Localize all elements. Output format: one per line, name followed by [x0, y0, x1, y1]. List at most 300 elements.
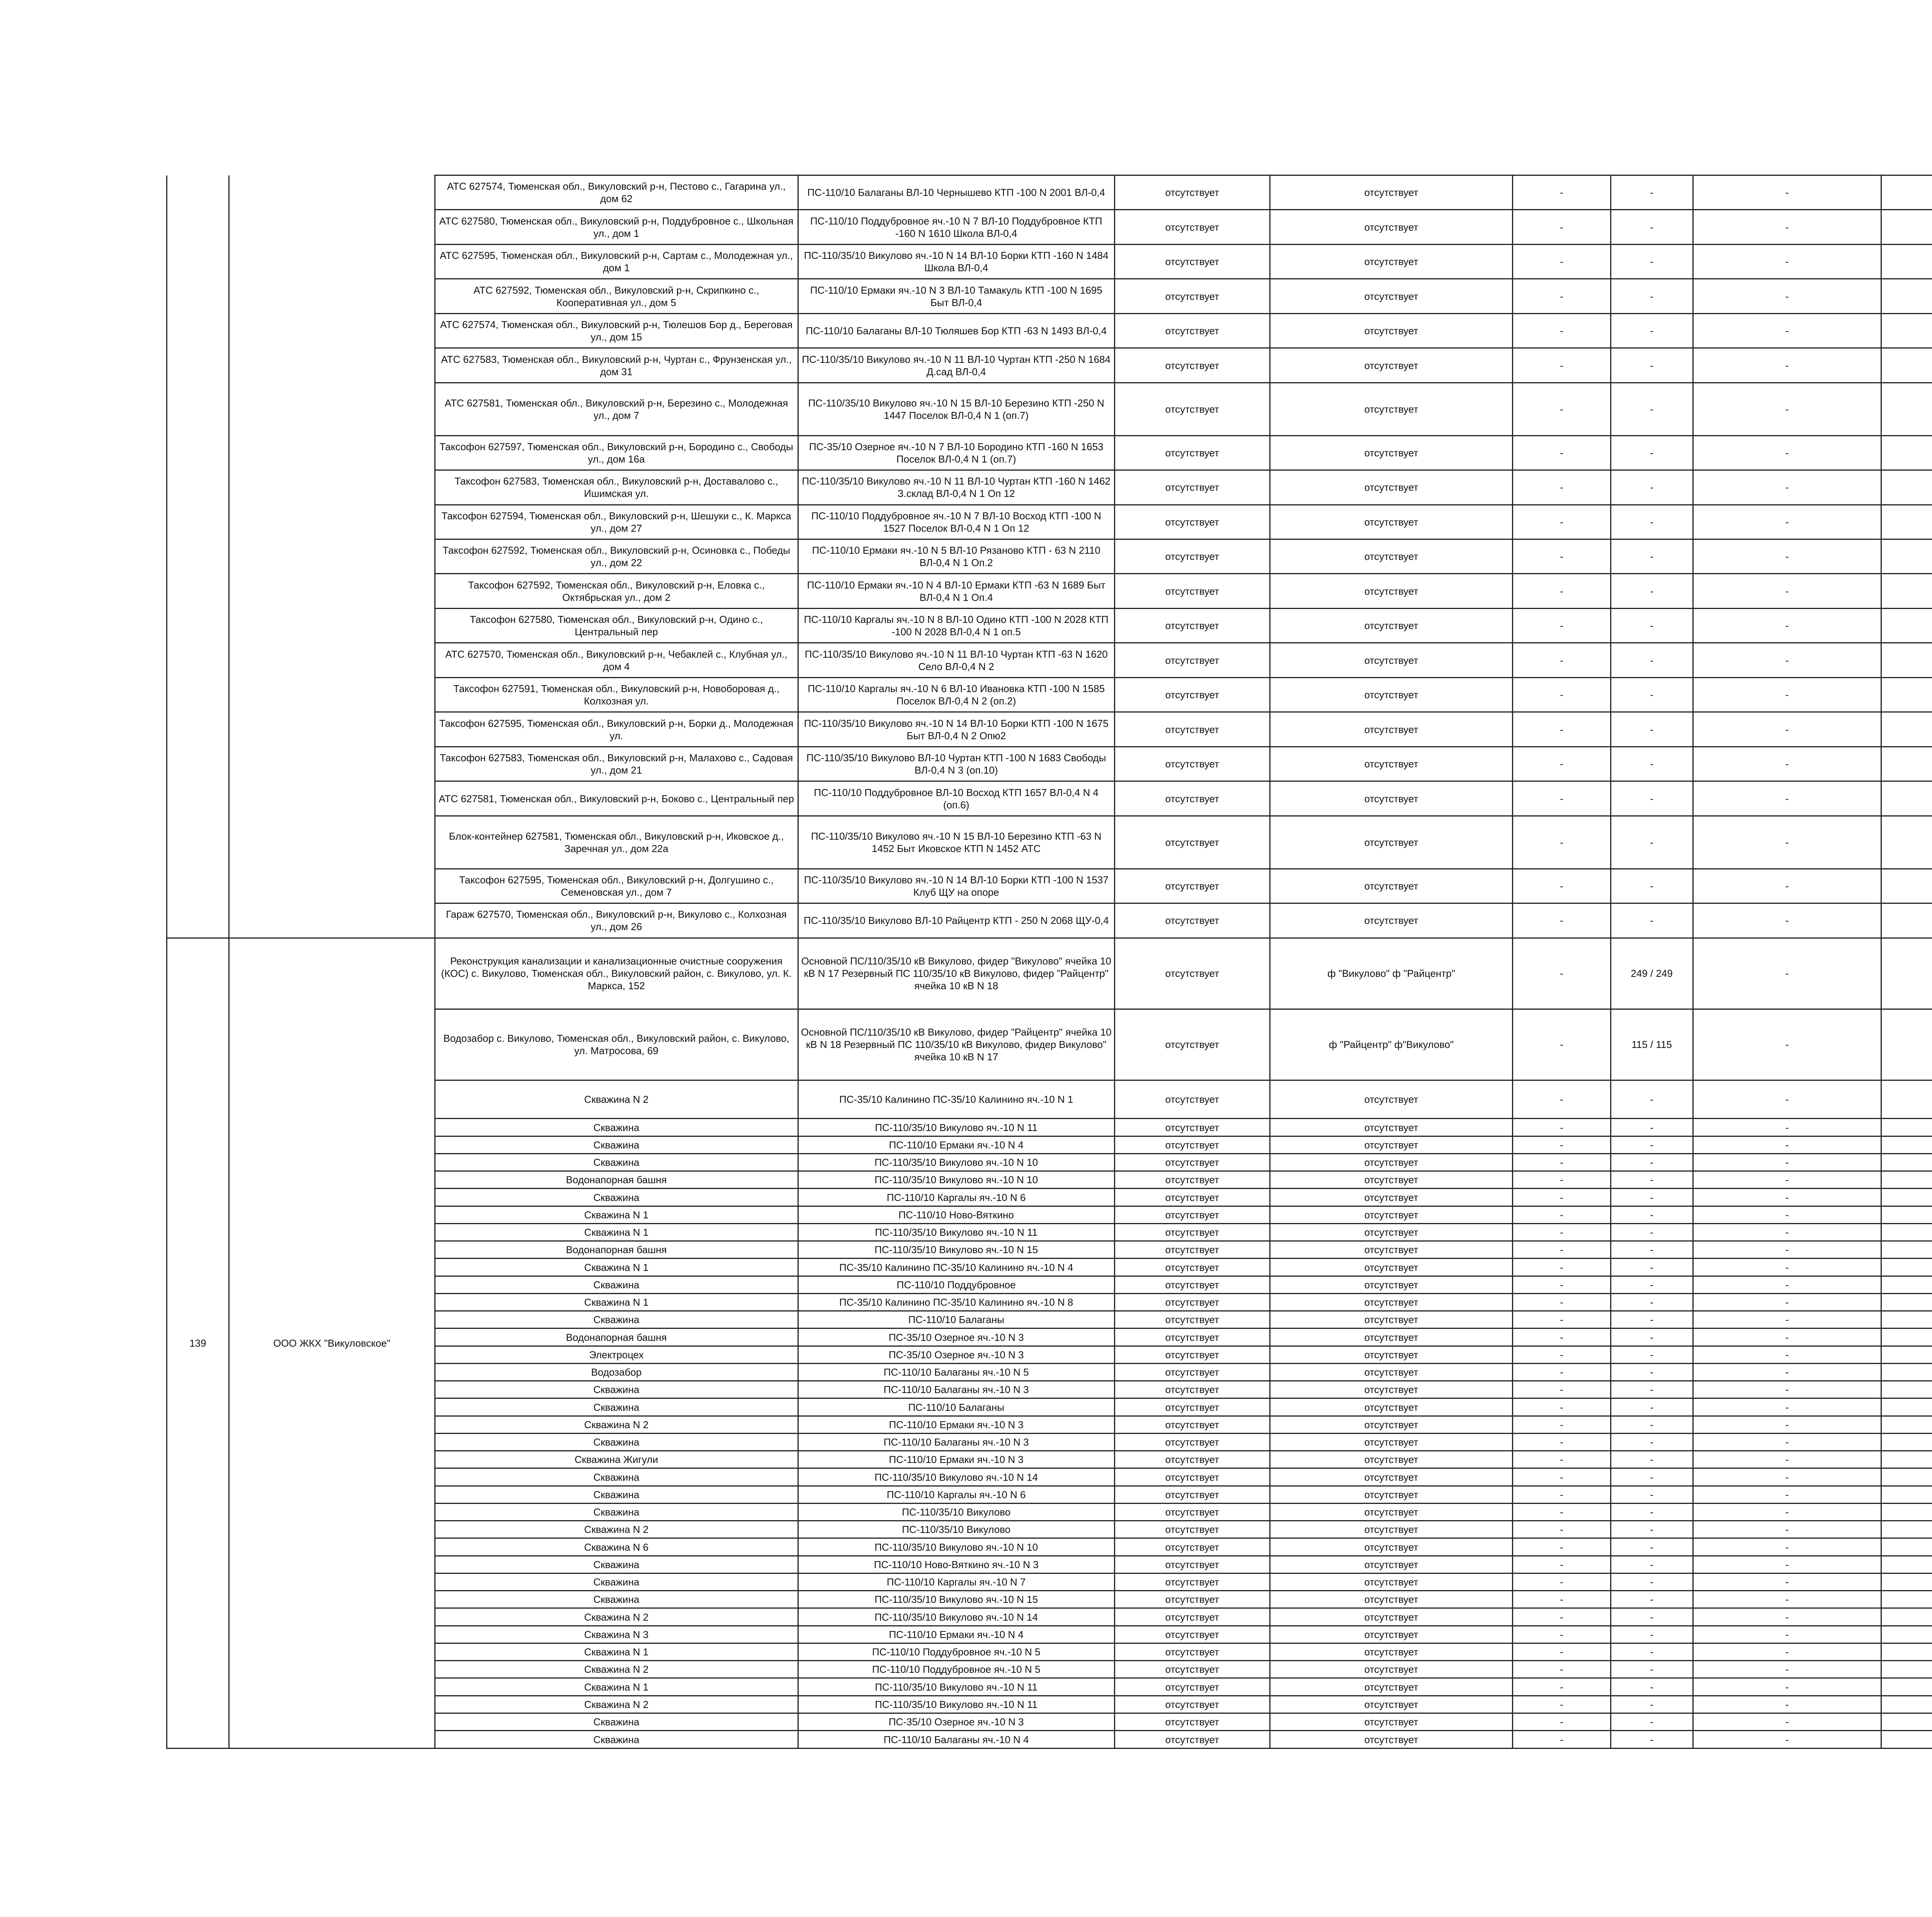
value-cell	[1881, 1521, 1932, 1538]
value-cell: -	[1693, 470, 1881, 505]
value-cell: -	[1513, 1433, 1611, 1451]
value-cell	[1881, 1556, 1932, 1573]
power-source-cell: ПС-110/35/10 Викулово яч.-10 N 15 ВЛ-10 Березино КТП -63 N 1452 Быт Иковское КТП N 1452 АТС	[798, 816, 1114, 869]
table-row	[167, 470, 1932, 505]
value-cell: -	[1611, 313, 1693, 348]
reserve-source-cell: отсутствует	[1270, 1468, 1512, 1486]
value-cell: -	[1513, 574, 1611, 608]
reserve-source-cell: отсутствует	[1270, 903, 1512, 938]
value-cell	[1881, 1189, 1932, 1206]
value-cell	[1881, 903, 1932, 938]
value-cell	[1881, 1398, 1932, 1416]
value-cell: -	[1693, 1416, 1881, 1433]
table-row	[167, 313, 1932, 348]
object-cell: Скважина N 6	[435, 1538, 798, 1556]
reserve-cell: отсутствует	[1114, 1608, 1270, 1626]
object-cell: Скважина	[435, 1713, 798, 1730]
value-cell	[1881, 781, 1932, 816]
value-cell: -	[1513, 1521, 1611, 1538]
object-cell: Скважина N 1	[435, 1293, 798, 1311]
power-source-cell: ПС-110/10 Балаганы яч.-10 N 4	[798, 1731, 1114, 1749]
value-cell: -	[1611, 1643, 1693, 1660]
value-cell: -	[1693, 1346, 1881, 1363]
value-cell: -	[1513, 1381, 1611, 1398]
value-cell: -	[1513, 1223, 1611, 1241]
org-cell	[229, 383, 435, 435]
reserve-source-cell: отсутствует	[1270, 677, 1512, 712]
object-cell: Скважина	[435, 1398, 798, 1416]
value-cell: -	[1513, 1608, 1611, 1626]
table-row	[167, 505, 1932, 539]
value-cell: -	[1693, 747, 1881, 781]
value-cell: -	[1513, 781, 1611, 816]
value-cell: -	[1693, 1293, 1881, 1311]
number-cell	[167, 505, 229, 539]
object-cell: Скважина	[435, 1731, 798, 1749]
value-cell: -	[1693, 1696, 1881, 1713]
reserve-cell: отсутствует	[1114, 1503, 1270, 1521]
reserve-source-cell: отсутствует	[1270, 1363, 1512, 1381]
power-source-cell: ПС-110/10 Ермаки яч.-10 N 4	[798, 1626, 1114, 1643]
power-source-cell: ПС-110/10 Балаганы ВЛ-10 Чернышево КТП -100 N 2001 ВЛ-0,4	[798, 175, 1114, 210]
power-source-cell: ПС-110/10 Каргалы яч.-10 N 7	[798, 1573, 1114, 1590]
reserve-cell: отсутствует	[1114, 1468, 1270, 1486]
value-cell: -	[1611, 1241, 1693, 1259]
power-source-cell: ПС-110/35/10 Викулово яч.-10 N 14 ВЛ-10 Борки КТП -100 N 1537 Клуб ЩУ на опоре	[798, 869, 1114, 903]
power-source-cell: ПС-110/35/10 Викулово яч.-10 N 15 ВЛ-10 Березино КТП -250 N 1447 Поселок ВЛ-0,4 N 1 (оп.7)	[798, 383, 1114, 435]
object-cell: Скважина N 3	[435, 1626, 798, 1643]
value-cell: -	[1513, 1731, 1611, 1749]
value-cell: -	[1513, 1241, 1611, 1259]
value-cell: -	[1513, 505, 1611, 539]
power-source-cell: ПС-110/10 Поддубровное	[798, 1276, 1114, 1293]
reserve-source-cell: ф "Викулово" ф "Райцентр"	[1270, 938, 1512, 1009]
reserve-source-cell: отсутствует	[1270, 1136, 1512, 1153]
value-cell: -	[1693, 1433, 1881, 1451]
object-cell: Скважина	[435, 1153, 798, 1171]
value-cell: -	[1513, 1009, 1611, 1080]
value-cell	[1881, 1311, 1932, 1328]
value-cell: -	[1611, 1556, 1693, 1573]
value-cell: -	[1611, 1573, 1693, 1590]
group-number-cell: 139	[167, 938, 229, 1749]
value-cell: -	[1693, 244, 1881, 279]
object-cell: Таксофон 627597, Тюменская обл., Викуловский р-н, Бородино с., Свободы ул., дом 16а	[435, 435, 798, 470]
value-cell	[1881, 1293, 1932, 1311]
reserve-source-cell: отсутствует	[1270, 574, 1512, 608]
reserve-cell: отсутствует	[1114, 470, 1270, 505]
reserve-source-cell: отсутствует	[1270, 712, 1512, 747]
table-row	[167, 747, 1932, 781]
value-cell: -	[1513, 1573, 1611, 1590]
reserve-source-cell: отсутствует	[1270, 1189, 1512, 1206]
value-cell: -	[1513, 1486, 1611, 1503]
number-cell	[167, 539, 229, 574]
table-row	[167, 348, 1932, 383]
value-cell	[1881, 1206, 1932, 1223]
reserve-cell: отсутствует	[1114, 244, 1270, 279]
reserve-cell: отсутствует	[1114, 1591, 1270, 1608]
power-source-cell: ПС-35/10 Озерное яч.-10 N 3	[798, 1346, 1114, 1363]
value-cell: -	[1693, 677, 1881, 712]
power-source-cell: ПС-110/10 Ермаки яч.-10 N 3 ВЛ-10 Тамакуль КТП -100 N 1695 Быт ВЛ-0,4	[798, 279, 1114, 313]
value-cell: -	[1611, 1486, 1693, 1503]
value-cell	[1881, 435, 1932, 470]
value-cell: -	[1513, 1171, 1611, 1189]
reserve-cell: отсутствует	[1114, 1381, 1270, 1398]
table-row	[167, 816, 1932, 869]
object-cell: Скважина N 1	[435, 1259, 798, 1276]
value-cell	[1881, 1643, 1932, 1660]
value-cell	[1881, 1468, 1932, 1486]
reserve-source-cell: отсутствует	[1270, 1433, 1512, 1451]
value-cell: -	[1693, 1206, 1881, 1223]
power-source-cell: ПС-110/10 Каргалы яч.-10 N 6	[798, 1189, 1114, 1206]
value-cell	[1881, 1136, 1932, 1153]
object-cell: Скважина N 2	[435, 1416, 798, 1433]
load-cell: 115 / 115	[1611, 1009, 1693, 1080]
object-cell: Скважина	[435, 1189, 798, 1206]
object-cell: Электроцех	[435, 1346, 798, 1363]
value-cell: -	[1611, 1153, 1693, 1171]
power-source-cell: Основной ПС/110/35/10 кВ Викулово, фидер "Викулово" ячейка 10 кВ N 17 Резервный ПС 110/35/10 кВ Викулово, фидер "Райцентр" ячейка 10 кВ N 18	[798, 938, 1114, 1009]
value-cell: -	[1513, 712, 1611, 747]
value-cell: -	[1513, 244, 1611, 279]
power-source-cell: ПС-110/10 Ермаки яч.-10 N 5 ВЛ-10 Рязаново КТП - 63 N 2110 ВЛ-0,4 N 1 Оп.2	[798, 539, 1114, 574]
value-cell: -	[1513, 1398, 1611, 1416]
value-cell: -	[1611, 505, 1693, 539]
value-cell: -	[1513, 348, 1611, 383]
org-cell	[229, 244, 435, 279]
value-cell	[1881, 470, 1932, 505]
value-cell: -	[1611, 1189, 1693, 1206]
power-source-cell: ПС-110/35/10 Викулово ВЛ-10 Чуртан КТП -100 N 1683 Свободы ВЛ-0,4 N 3 (оп.10)	[798, 747, 1114, 781]
number-cell	[167, 903, 229, 938]
reserve-cell: отсутствует	[1114, 1241, 1270, 1259]
object-cell: Водонапорная башня	[435, 1328, 798, 1346]
reserve-source-cell: отсутствует	[1270, 781, 1512, 816]
value-cell	[1881, 1731, 1932, 1749]
value-cell: -	[1513, 1311, 1611, 1328]
value-cell: -	[1611, 608, 1693, 643]
value-cell	[1881, 1696, 1932, 1713]
reserve-cell: отсутствует	[1114, 1293, 1270, 1311]
value-cell	[1881, 1573, 1932, 1590]
value-cell: -	[1693, 1171, 1881, 1189]
reserve-source-cell: отсутствует	[1270, 539, 1512, 574]
value-cell: -	[1693, 1381, 1881, 1398]
value-cell: -	[1611, 435, 1693, 470]
power-source-cell: ПС-35/10 Озерное яч.-10 N 3	[798, 1713, 1114, 1730]
object-cell: Скважина N 1	[435, 1678, 798, 1696]
power-source-cell: ПС-110/10 Ермаки яч.-10 N 3	[798, 1451, 1114, 1468]
value-cell: -	[1513, 1416, 1611, 1433]
value-cell: -	[1513, 175, 1611, 210]
reserve-cell: отсутствует	[1114, 938, 1270, 1009]
reserve-source-cell: отсутствует	[1270, 1573, 1512, 1590]
object-cell: Скважина	[435, 1573, 798, 1590]
number-cell	[167, 383, 229, 435]
reserve-cell: отсутствует	[1114, 175, 1270, 210]
value-cell: -	[1611, 383, 1693, 435]
value-cell	[1881, 1608, 1932, 1626]
value-cell	[1881, 1259, 1932, 1276]
reserve-cell: отсутствует	[1114, 1678, 1270, 1696]
value-cell: -	[1693, 1311, 1881, 1328]
value-cell: -	[1513, 1626, 1611, 1643]
reserve-cell: отсутствует	[1114, 1521, 1270, 1538]
power-source-cell: ПС-110/35/10 Викулово яч.-10 N 11 ВЛ-10 Чуртан КТП -250 N 1684 Д.сад ВЛ-0,4	[798, 348, 1114, 383]
value-cell	[1881, 1080, 1932, 1119]
reserve-source-cell: отсутствует	[1270, 1416, 1512, 1433]
reserve-source-cell: отсутствует	[1270, 435, 1512, 470]
reserve-source-cell: отсутствует	[1270, 1153, 1512, 1171]
value-cell: -	[1611, 470, 1693, 505]
object-cell: АТС 627574, Тюменская обл., Викуловский р-н, Тюлешов Бор д., Береговая ул., дом 15	[435, 313, 798, 348]
value-cell: -	[1513, 1119, 1611, 1136]
table-row	[167, 677, 1932, 712]
reserve-cell: отсутствует	[1114, 1223, 1270, 1241]
reserve-cell: отсутствует	[1114, 1311, 1270, 1328]
org-cell	[229, 677, 435, 712]
org-cell	[229, 574, 435, 608]
reserve-source-cell: отсутствует	[1270, 1346, 1512, 1363]
value-cell: -	[1513, 470, 1611, 505]
value-cell: -	[1693, 1468, 1881, 1486]
value-cell: -	[1513, 539, 1611, 574]
value-cell: -	[1611, 1346, 1693, 1363]
value-cell: -	[1513, 1136, 1611, 1153]
org-cell	[229, 869, 435, 903]
value-cell: -	[1693, 1153, 1881, 1171]
org-cell	[229, 279, 435, 313]
value-cell	[1881, 348, 1932, 383]
object-cell: Скважина	[435, 1591, 798, 1608]
table-row	[167, 712, 1932, 747]
reserve-cell: отсутствует	[1114, 313, 1270, 348]
reserve-cell: отсутствует	[1114, 1328, 1270, 1346]
reserve-source-cell: отсутствует	[1270, 470, 1512, 505]
value-cell: -	[1693, 1538, 1881, 1556]
reserve-source-cell: отсутствует	[1270, 279, 1512, 313]
reserve-source-cell: отсутствует	[1270, 1556, 1512, 1573]
value-cell: -	[1611, 244, 1693, 279]
value-cell: -	[1611, 869, 1693, 903]
reserve-cell: отсутствует	[1114, 1433, 1270, 1451]
reserve-source-cell: отсутствует	[1270, 244, 1512, 279]
value-cell	[1881, 244, 1932, 279]
value-cell: -	[1693, 1503, 1881, 1521]
reserve-cell: отсутствует	[1114, 781, 1270, 816]
value-cell	[1881, 1276, 1932, 1293]
number-cell	[167, 869, 229, 903]
value-cell: -	[1611, 1503, 1693, 1521]
object-cell: Водозабор	[435, 1363, 798, 1381]
value-cell: -	[1611, 1398, 1693, 1416]
power-source-cell: ПС-110/10 Ново-Вяткино яч.-10 N 3	[798, 1556, 1114, 1573]
table-row	[167, 781, 1932, 816]
reserve-cell: отсутствует	[1114, 1009, 1270, 1080]
value-cell: -	[1611, 1661, 1693, 1678]
value-cell	[1881, 643, 1932, 677]
object-cell: АТС 627574, Тюменская обл., Викуловский р-н, Пестово с., Гагарина ул., дом 62	[435, 175, 798, 210]
value-cell: -	[1611, 1696, 1693, 1713]
reserve-cell: отсутствует	[1114, 1259, 1270, 1276]
reserve-cell: отсутствует	[1114, 1573, 1270, 1590]
value-cell	[1881, 1661, 1932, 1678]
value-cell: -	[1693, 903, 1881, 938]
value-cell: -	[1693, 1223, 1881, 1241]
object-cell: Скважина	[435, 1119, 798, 1136]
value-cell: -	[1611, 210, 1693, 244]
value-cell: -	[1693, 1451, 1881, 1468]
value-cell: -	[1513, 1363, 1611, 1381]
value-cell: -	[1693, 1189, 1881, 1206]
value-cell: -	[1693, 1678, 1881, 1696]
reserve-cell: отсутствует	[1114, 1189, 1270, 1206]
reserve-source-cell: отсутствует	[1270, 608, 1512, 643]
power-source-cell: ПС-110/35/10 Викулово яч.-10 N 10	[798, 1538, 1114, 1556]
value-cell	[1881, 1009, 1932, 1080]
reserve-cell: отсутствует	[1114, 608, 1270, 643]
value-cell: -	[1611, 1416, 1693, 1433]
power-source-cell: ПС-110/35/10 Викулово яч.-10 N 10	[798, 1153, 1114, 1171]
value-cell: -	[1611, 348, 1693, 383]
value-cell: -	[1611, 1136, 1693, 1153]
object-cell: Скважина	[435, 1556, 798, 1573]
reserve-source-cell: отсутствует	[1270, 1521, 1512, 1538]
org-cell	[229, 210, 435, 244]
reserve-cell: отсутствует	[1114, 383, 1270, 435]
value-cell: -	[1611, 1259, 1693, 1276]
power-source-cell: ПС-110/10 Балаганы яч.-10 N 3	[798, 1381, 1114, 1398]
value-cell: -	[1693, 1731, 1881, 1749]
number-cell	[167, 781, 229, 816]
value-cell: -	[1513, 816, 1611, 869]
reserve-source-cell: отсутствует	[1270, 1276, 1512, 1293]
reserve-cell: отсутствует	[1114, 279, 1270, 313]
number-cell	[167, 313, 229, 348]
value-cell: -	[1611, 574, 1693, 608]
power-source-cell: ПС-110/35/10 Викулово яч.-10 N 15	[798, 1591, 1114, 1608]
value-cell: -	[1693, 505, 1881, 539]
value-cell: -	[1693, 383, 1881, 435]
reserve-cell: отсутствует	[1114, 1538, 1270, 1556]
value-cell: -	[1611, 781, 1693, 816]
reserve-source-cell: отсутствует	[1270, 1451, 1512, 1468]
value-cell: -	[1513, 1468, 1611, 1486]
reserve-cell: отсутствует	[1114, 712, 1270, 747]
object-cell: АТС 627581, Тюменская обл., Викуловский р-н, Боково с., Центральный пер	[435, 781, 798, 816]
load-cell: -	[1611, 1080, 1693, 1119]
power-source-cell: ПС-110/10 Поддубровное яч.-10 N 7 ВЛ-10 Восход КТП -100 N 1527 Поселок ВЛ-0,4 N 1 Оп 12	[798, 505, 1114, 539]
number-cell	[167, 643, 229, 677]
power-source-cell: ПС-110/10 Каргалы яч.-10 N 6	[798, 1486, 1114, 1503]
reserve-source-cell: отсутствует	[1270, 383, 1512, 435]
value-cell	[1881, 1381, 1932, 1398]
reserve-cell: отсутствует	[1114, 1080, 1270, 1119]
power-source-cell: Основной ПС/110/35/10 кВ Викулово, фидер "Райцентр" ячейка 10 кВ N 18 Резервный ПС 110/35/10 кВ Викулово, фидер Викулово" ячейка 10 кВ N 17	[798, 1009, 1114, 1080]
power-source-cell: ПС-110/35/10 Викулово яч.-10 N 14 ВЛ-10 Борки КТП -160 N 1484 Школа ВЛ-0,4	[798, 244, 1114, 279]
value-cell	[1881, 1503, 1932, 1521]
reserve-source-cell: отсутствует	[1270, 1696, 1512, 1713]
object-cell: Водонапорная башня	[435, 1241, 798, 1259]
number-cell	[167, 175, 229, 210]
reserve-source-cell: отсутствует	[1270, 1731, 1512, 1749]
org-cell	[229, 816, 435, 869]
reserve-cell: отсутствует	[1114, 1153, 1270, 1171]
table-row	[167, 574, 1932, 608]
object-cell: Таксофон 627595, Тюменская обл., Викуловский р-н, Долгушино с., Семеновская ул., дом 7	[435, 869, 798, 903]
value-cell: -	[1513, 1451, 1611, 1468]
value-cell: -	[1693, 816, 1881, 869]
table-row	[167, 938, 1932, 1009]
value-cell: -	[1611, 1328, 1693, 1346]
value-cell: -	[1611, 1591, 1693, 1608]
value-cell: -	[1513, 1643, 1611, 1660]
value-cell: -	[1693, 279, 1881, 313]
value-cell: -	[1611, 1119, 1693, 1136]
value-cell: -	[1611, 1468, 1693, 1486]
value-cell	[1881, 1538, 1932, 1556]
number-cell	[167, 435, 229, 470]
power-source-cell: ПС-110/35/10 Викулово яч.-10 N 11 ВЛ-10 Чуртан КТП -63 N 1620 Село ВЛ-0,4 N 2	[798, 643, 1114, 677]
org-cell	[229, 539, 435, 574]
number-cell	[167, 747, 229, 781]
reserve-source-cell: отсутствует	[1270, 1661, 1512, 1678]
value-cell: -	[1693, 1328, 1881, 1346]
reserve-cell: отсутствует	[1114, 903, 1270, 938]
table-row	[167, 383, 1932, 435]
object-cell: Водонапорная башня	[435, 1171, 798, 1189]
value-cell: -	[1693, 1521, 1881, 1538]
value-cell	[1881, 1451, 1932, 1468]
table-row	[167, 903, 1932, 938]
reserve-cell: отсутствует	[1114, 1206, 1270, 1223]
value-cell	[1881, 1363, 1932, 1381]
reserve-cell: отсутствует	[1114, 1171, 1270, 1189]
value-cell	[1881, 175, 1932, 210]
object-cell: Таксофон 627583, Тюменская обл., Викуловский р-н, Доставалово с., Ишимская ул.	[435, 470, 798, 505]
power-source-cell: ПС-110/10 Балаганы	[798, 1398, 1114, 1416]
reserve-cell: отсутствует	[1114, 1731, 1270, 1749]
power-source-cell: ПС-110/10 Каргалы яч.-10 N 6 ВЛ-10 Ивановка КТП -100 N 1585 Поселок ВЛ-0,4 N 2 (оп.2)	[798, 677, 1114, 712]
value-cell: -	[1693, 712, 1881, 747]
value-cell	[1881, 1416, 1932, 1433]
reserve-source-cell: отсутствует	[1270, 1643, 1512, 1660]
value-cell: -	[1611, 1363, 1693, 1381]
reserve-source-cell: отсутствует	[1270, 348, 1512, 383]
value-cell	[1881, 1171, 1932, 1189]
table-row	[167, 210, 1932, 244]
reserve-source-cell: отсутствует	[1270, 1486, 1512, 1503]
reserve-source-cell: отсутствует	[1270, 175, 1512, 210]
object-cell: АТС 627570, Тюменская обл., Викуловский р-н, Чебаклей с., Клубная ул., дом 4	[435, 643, 798, 677]
reserve-source-cell: отсутствует	[1270, 1608, 1512, 1626]
value-cell: -	[1611, 677, 1693, 712]
power-source-cell: ПС-110/35/10 Викулово яч.-10 N 14	[798, 1468, 1114, 1486]
org-cell	[229, 903, 435, 938]
reserve-cell: отсутствует	[1114, 1276, 1270, 1293]
reserve-source-cell: отсутствует	[1270, 1119, 1512, 1136]
value-cell: -	[1513, 1206, 1611, 1223]
value-cell: -	[1693, 869, 1881, 903]
value-cell: -	[1693, 313, 1881, 348]
reserve-source-cell: отсутствует	[1270, 1381, 1512, 1398]
value-cell: -	[1611, 1433, 1693, 1451]
value-cell: -	[1611, 1206, 1693, 1223]
table-row	[167, 643, 1932, 677]
